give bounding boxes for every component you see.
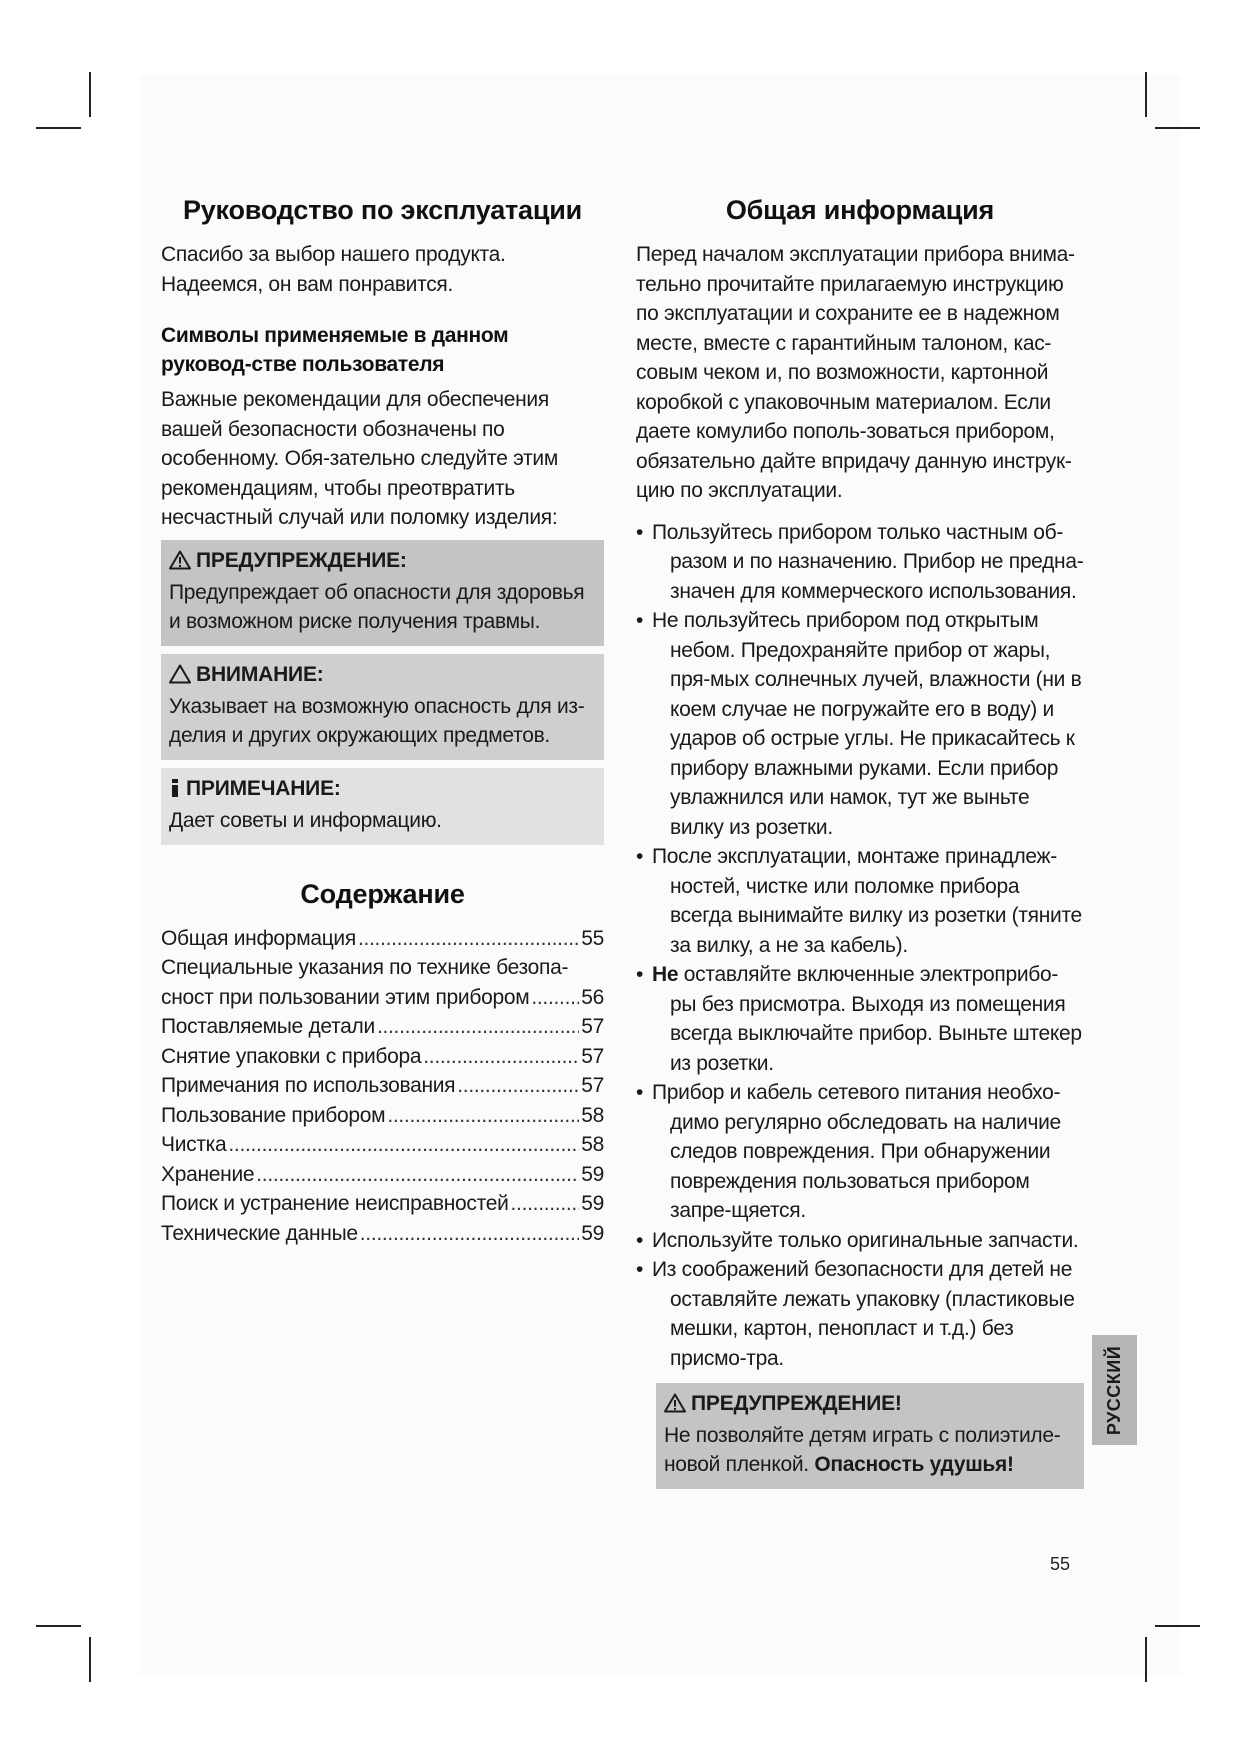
list-item: • Не пользуйтесь прибором под открытым небом. Предохраняйте прибор от жары, пря-мых солнечных лучей, влажности (ни в коем случае не погружайте его в воду) и ударов об острые углы. Не прикасайтесь к прибору влажными руками. Если прибор увлажнился или намок, тут же выньте вилку из розетки. xyxy=(636,606,1084,842)
note-box-text: Дает советы и информацию. xyxy=(169,808,442,832)
list-item: • Пользуйтесь прибором только частным об-разом и по назначению. Прибор не предна-значен для коммерческого использования. xyxy=(636,518,1084,607)
list-item: • Не оставляйте включенные электроприбо-ры без присмотра. Выходя из помещения всегда выключайте прибор. Выньте штекер из розетки. xyxy=(636,960,1084,1078)
child-warning-emphasis: Опасность удушья! xyxy=(814,1453,1014,1476)
warning-triangle-icon xyxy=(169,550,191,578)
toc-entry-first-line[interactable]: Специальные указания по технике безопа- xyxy=(161,956,569,979)
warning-box-title: ПРЕДУПРЕЖДЕНИЕ: xyxy=(196,548,407,572)
crop-mark xyxy=(1145,1637,1147,1682)
warning-triangle-icon xyxy=(664,1393,686,1421)
crop-mark xyxy=(1145,72,1147,117)
toc-entry[interactable]: Поиск и устранение неисправностей ..... 59 xyxy=(161,1189,604,1219)
manual-title: Руководство по эксплуатации xyxy=(182,195,583,225)
right-column xyxy=(636,195,1084,1497)
toc-entry[interactable]: сност при пользовании этим прибором ..... 56 xyxy=(161,983,604,1013)
symbols-text: Важные рекомендации для обеспечения вашей безопасности обозначены по особенному. Обя-зательно следуйте этим рекомендациям, чтобы преотвратить несчастный случай или поломку изделия: xyxy=(161,388,558,529)
note-box xyxy=(161,768,604,845)
toc-entry[interactable]: Примечания по использования ..... 57 xyxy=(161,1071,604,1101)
list-item: • Прибор и кабель сетевого питания необхо-димо регулярно обследовать на наличие следов повреждения. При обнаружении повреждения пользоваться прибором запре-щяется. xyxy=(636,1078,1084,1226)
symbols-heading: Символы применяемые в данном руковод-стве пользователя xyxy=(161,324,509,376)
child-warning-box xyxy=(656,1383,1084,1489)
general-info-title: Общая информация xyxy=(725,195,995,225)
contents-title: Содержание xyxy=(300,878,465,909)
caution-box-title: ВНИМАНИЕ: xyxy=(196,662,324,686)
toc-entry[interactable]: Снятие упаковки с прибора ..... 57 xyxy=(161,1042,604,1072)
toc-entry[interactable]: Пользование прибором ..... 58 xyxy=(161,1101,604,1131)
list-item: • Используйте только оригинальные запчасти. xyxy=(636,1226,1084,1256)
caution-box xyxy=(161,654,604,760)
list-item: • После эксплуатации, монтаже принадлеж-ностей, чистке или поломке прибора всегда вынимайте вилку из розетки (тяните за вилку, а не за кабель). xyxy=(636,842,1084,960)
general-info-intro: Перед началом эксплуатации прибора внима-тельно прочитайте прилагаемую инструкцию по эксплуатации и сохраните ее в надежном месте, вместе с гарантийным талоном, кас-совым чеком и, по возможности, картонной коробкой с упаковочным материалом. Если даете комулибо пополь-зоваться прибором, обязательно дайте впридачу данную инструк-цию по эксплуатации. xyxy=(636,243,1075,502)
child-warning-title: ПРЕДУПРЕЖДЕНИЕ! xyxy=(691,1392,902,1415)
toc-entry[interactable]: Поставляемые детали ..... 57 xyxy=(161,1012,604,1042)
toc-entry[interactable]: Хранение ..... 59 xyxy=(161,1160,604,1190)
language-tab-label: РУССКИЙ xyxy=(1104,1345,1125,1435)
crop-mark xyxy=(1155,1625,1200,1627)
toc-entry[interactable]: Общая информация ..... 55 xyxy=(161,924,604,954)
caution-triangle-icon xyxy=(169,664,191,692)
crop-mark xyxy=(89,1637,91,1682)
warning-box xyxy=(161,540,604,646)
info-icon xyxy=(169,778,181,806)
intro-text: Спасибо за выбор нашего продукта. Надеемся, он вам понравится. xyxy=(161,243,506,296)
list-item: • Из соображений безопасности для детей не оставляйте лежать упаковку (пластиковые мешки, картон, пенопласт и т.д.) без присмо-тра. xyxy=(636,1255,1084,1373)
crop-mark xyxy=(36,1625,81,1627)
page-number: 55 xyxy=(1050,1554,1071,1574)
safety-list xyxy=(636,518,1084,1374)
child-warning-text: Не позволяйте детям играть с полиэтиле-новой пленкой. xyxy=(664,1424,1061,1476)
crop-mark xyxy=(1155,127,1200,129)
crop-mark xyxy=(36,127,81,129)
left-column xyxy=(161,195,604,1248)
language-tab xyxy=(1092,1335,1137,1445)
caution-box-text: Указывает на возможную опасность для из-делия и других окружающих предметов. xyxy=(169,694,585,747)
note-box-title: ПРИМЕЧАНИЕ: xyxy=(186,776,341,800)
toc-entry[interactable]: Чистка ..... 58 xyxy=(161,1130,604,1160)
crop-mark xyxy=(89,72,91,117)
table-of-contents xyxy=(161,924,604,1249)
toc-entry[interactable]: Технические данные ..... 59 xyxy=(161,1219,604,1249)
warning-box-text: Предупреждает об опасности для здоровья и возможном риске получения травмы. xyxy=(169,580,585,633)
